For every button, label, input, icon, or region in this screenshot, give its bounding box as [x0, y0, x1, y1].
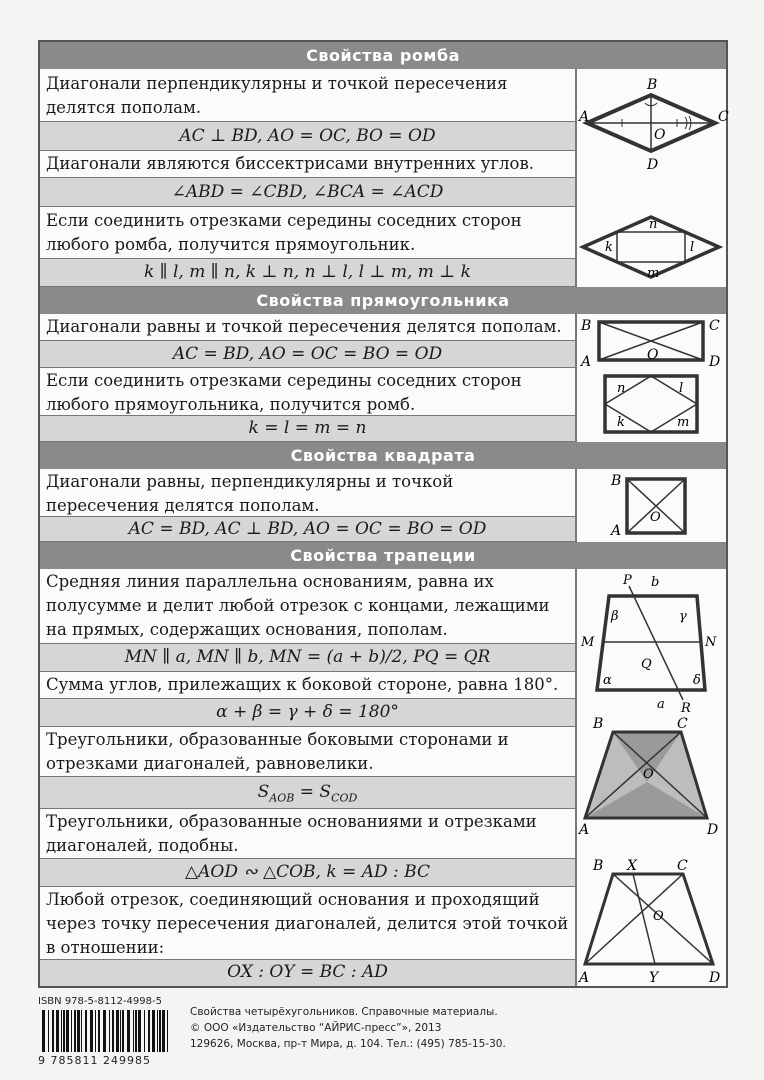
rhombus-text-2: Диагонали являются биссектрисами внутренних углов. [40, 151, 575, 178]
label-gamma: γ [679, 609, 687, 624]
barcode-bar [122, 1010, 124, 1052]
label-B: B [593, 858, 604, 874]
barcode-bar [120, 1010, 121, 1052]
label-l: l [679, 381, 684, 396]
square-header: Свойства квадрата [40, 442, 726, 469]
rhombus-formula-3: k ∥ l, m ∥ n, k ⊥ n, n ⊥ l, l ⊥ m, m ⊥ k [40, 259, 575, 287]
rhombus-formula-2: ∠ABD = ∠CBD, ∠BCA = ∠ACD [40, 178, 575, 207]
trapezoid-text-2: Сумма углов, прилежащих к боковой стороне, равна 180°. [40, 672, 575, 699]
barcode-bar [162, 1010, 165, 1052]
label-Q: Q [641, 657, 652, 672]
label-D: D [709, 970, 721, 986]
label-A: A [579, 970, 590, 986]
label-B: B [611, 473, 622, 489]
label-Y: Y [649, 970, 659, 986]
label-m: m [677, 415, 690, 430]
trapezoid-text-3: Треугольники, образованные боковыми сторонами и отрезками диагоналей, равновелики. [40, 727, 575, 777]
footer-title: Свойства четырёхугольников. Справочные материалы. [190, 1006, 498, 1018]
barcode-bar [103, 1010, 106, 1052]
barcode-bar [52, 1010, 54, 1052]
label-P: P [623, 573, 632, 588]
trapezoid-text-4: Треугольники, образованные основаниями и отрезками диагоналей, подобны. [40, 809, 575, 859]
label-l: l [690, 240, 695, 255]
barcode-bar [135, 1010, 137, 1052]
rectangle-text-1: Диагонали равны и точкой пересечения делятся пополам. [40, 314, 575, 341]
label-k: k [605, 240, 613, 255]
label-beta: β [611, 609, 619, 624]
label-O: O [650, 510, 661, 525]
trapezoid-text-5: Любой отрезок, соединяющий основания и проходящий через точку пересечения диагоналей, делится этой точкой в отношении: [40, 887, 575, 960]
barcode-bar [71, 1010, 72, 1052]
label-M: M [581, 635, 595, 650]
label-N: N [705, 635, 717, 650]
label-A: A [581, 354, 592, 370]
label-A: A [611, 523, 622, 539]
rhombus-midpoints-figure [577, 207, 726, 287]
barcode-bar [133, 1010, 134, 1052]
barcode-bar [42, 1010, 45, 1052]
label-C: C [677, 858, 688, 874]
trapezoid-header: Свойства трапеции [40, 542, 726, 569]
barcode-bar [148, 1010, 150, 1052]
trapezoid-formula-5: OX : OY = BC : AD [40, 960, 575, 986]
rhombus-formula-1: AC ⊥ BD, AO = OC, BO = OD [40, 122, 575, 151]
barcode-bar [116, 1010, 119, 1052]
label-D: D [709, 354, 721, 370]
square-formula-1: AC = BD, AC ⊥ BD, AO = OC = BO = OD [40, 517, 575, 542]
footer-address: 129626, Москва, пр-т Мира, д. 104. Тел.: (495) 785-15-30. [190, 1038, 506, 1050]
label-B: B [581, 318, 592, 334]
barcode-bar [157, 1010, 158, 1052]
label-A: A [579, 822, 590, 838]
label-C: C [718, 109, 729, 125]
label-X: X [627, 858, 637, 874]
label-alpha: α [603, 673, 612, 688]
trapezoid-formula-4: △AOD ∾ △COB, k = AD : BC [40, 859, 575, 887]
rectangle-diagonals-figure [577, 314, 726, 370]
label-C: C [709, 318, 720, 334]
square-figure [577, 469, 726, 542]
barcode [38, 1010, 176, 1052]
rhombus-text-1: Диагонали перпендикулярны и точкой пересечения делятся пополам. [40, 69, 575, 122]
trapezoid-triangles-figure [577, 714, 726, 836]
label-C: C [677, 716, 688, 732]
label-R: R [681, 701, 691, 716]
label-A: A [579, 109, 590, 125]
label-m: m [647, 266, 660, 281]
trapezoid-text-1: Средняя линия параллельна основаниям, равна их полусумме и делит любой отрезок с концами, лежащими на прямых, содержащих основания, пополам. [40, 569, 575, 644]
label-delta: δ [693, 673, 701, 688]
label-D: D [707, 822, 719, 838]
rhombus-text-3: Если соединить отрезками середины соседних сторон любого ромба, получится прямоугольник. [40, 207, 575, 259]
rhombus-diagonals-figure [577, 69, 729, 179]
rhombus-header: Свойства ромба [40, 42, 726, 69]
reference-sheet [38, 40, 728, 988]
trapezoid-formula-3: $S_{AOB} = S_{COD}$ [40, 777, 575, 809]
barcode-bar [152, 1010, 155, 1052]
barcode-bar [144, 1010, 145, 1052]
label-b: b [651, 575, 660, 590]
barcode-bar [159, 1010, 161, 1052]
barcode-bar [66, 1010, 69, 1052]
isbn: ISBN 978-5-8112-4998-5 [38, 996, 162, 1007]
barcode-bar [127, 1010, 130, 1052]
label-O: O [647, 347, 659, 363]
rectangle-midpoints-figure [577, 370, 726, 442]
barcode-bar [48, 1010, 49, 1052]
label-a: a [657, 697, 665, 712]
label-n: n [617, 381, 626, 396]
trapezoid-midline-figure [577, 572, 726, 716]
barcode-bar [77, 1010, 80, 1052]
barcode-bar [90, 1010, 93, 1052]
barcode-bar [112, 1010, 114, 1052]
trapezoid-segment-figure [577, 852, 726, 986]
barcode-bar [74, 1010, 76, 1052]
barcode-bar [63, 1010, 65, 1052]
barcode-bar [167, 1010, 168, 1052]
trapezoid-formula-1: MN ∥ a, MN ∥ b, MN = (a + b)/2, PQ = QR [40, 644, 575, 672]
label-k: k [617, 415, 625, 430]
label-O: O [643, 767, 654, 782]
barcode-digits: 9 785811 249985 [38, 1054, 151, 1067]
barcode-bar [138, 1010, 141, 1052]
barcode-bar [98, 1010, 100, 1052]
label-D: D [647, 157, 659, 173]
label-n: n [649, 217, 658, 232]
label-B: B [647, 77, 658, 93]
barcode-bar [95, 1010, 96, 1052]
rectangle-text-2: Если соединить отрезками середины соседних сторон любого прямоугольника, получится ромб. [40, 368, 575, 416]
barcode-bar [61, 1010, 62, 1052]
square-text-1: Диагонали равны, перпендикулярны и точкой пересечения делятся пополам. [40, 469, 575, 517]
barcode-bar [81, 1010, 82, 1052]
barcode-bar [109, 1010, 110, 1052]
barcode-bar [85, 1010, 87, 1052]
rectangle-formula-2: k = l = m = n [40, 416, 575, 442]
barcode-bar [56, 1010, 59, 1052]
footer-publisher: © ООО «Издательство “АЙРИС-пресс”», 2013 [190, 1022, 442, 1034]
rectangle-header: Свойства прямоугольника [40, 287, 726, 314]
label-O: O [653, 909, 664, 924]
label-O: O [654, 127, 666, 143]
trapezoid-formula-2: α + β = γ + δ = 180° [40, 699, 575, 727]
rectangle-formula-1: AC = BD, AO = OC = BO = OD [40, 341, 575, 368]
label-B: B [593, 716, 604, 732]
